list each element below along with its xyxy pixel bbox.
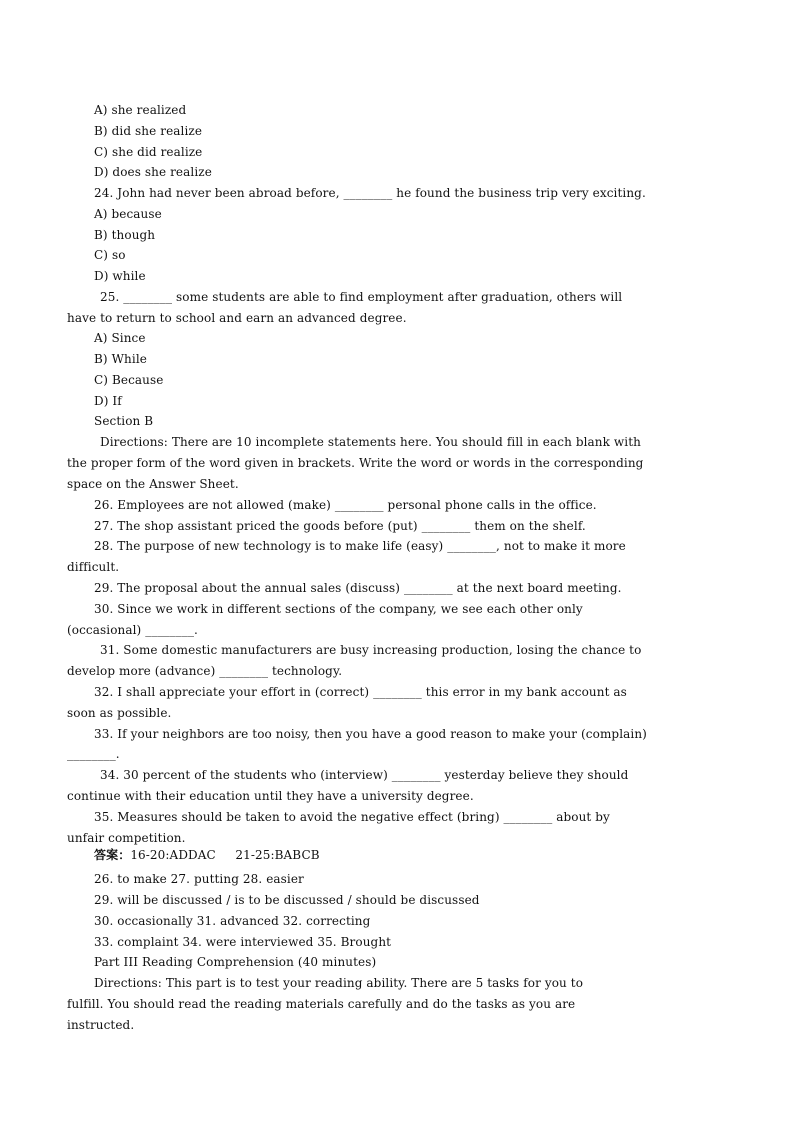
question-30-cont: (occasional) ________.: [67, 623, 198, 637]
question-31-cont: develop more (advance) ________ technology.: [67, 664, 343, 678]
question-33: 33. If your neighbors are too noisy, then you have a good reason to make your (complain): [94, 727, 647, 741]
answers-29: 29. will be discussed / is to be discussed / should be discussed: [94, 893, 480, 907]
option-25a: A) Since: [94, 331, 146, 345]
question-32: 32. I shall appreciate your effort in (correct) ________ this error in my bank account as: [94, 685, 627, 699]
question-31: 31. Some domestic manufacturers are busy increasing production, losing the chance to: [100, 643, 642, 657]
option-24d: D) while: [94, 269, 146, 283]
option-24a: A) because: [94, 207, 162, 221]
question-27: 27. The shop assistant priced the goods before (put) ________ them on the shelf.: [94, 519, 586, 533]
question-28: 28. The purpose of new technology is to make life (easy) ________, not to make it more: [94, 539, 626, 553]
option-25c: C) Because: [94, 373, 164, 387]
part-directions-cont: fulfill. You should read the reading materials carefully and do the tasks as you are: [67, 997, 576, 1011]
question-35: 35. Measures should be taken to avoid the negative effect (bring) ________ about by: [94, 810, 610, 824]
part-directions: Directions: This part is to test your reading ability. There are 5 tasks for you to: [94, 976, 584, 990]
directions-cont: space on the Answer Sheet.: [67, 477, 239, 491]
answer-key-row: [94, 848, 320, 862]
answers-33-35: 33. complaint 34. were interviewed 35. Brought: [94, 935, 392, 949]
directions: Directions: There are 10 incomplete statements here. You should fill in each blank with: [100, 435, 641, 449]
option-24b: B) though: [94, 228, 156, 242]
directions-cont: the proper form of the word given in brackets. Write the word or words in the corresponding: [67, 456, 644, 470]
answer-label: 答案：: [94, 848, 131, 862]
part-directions-cont: instructed.: [67, 1018, 135, 1032]
question-28-cont: difficult.: [67, 560, 120, 574]
option-24c: C) so: [94, 248, 126, 262]
question-33-cont: ________.: [67, 747, 120, 761]
question-25-cont: have to return to school and earn an advanced degree.: [67, 311, 407, 325]
option-23d: D) does she realize: [94, 165, 212, 179]
answers-26-28: 26. to make 27. putting 28. easier: [94, 872, 304, 886]
option-25d: D) If: [94, 394, 122, 408]
question-24: 24. John had never been abroad before, ________ he found the business trip very exciting.: [94, 186, 646, 200]
question-34: 34. 30 percent of the students who (interview) ________ yesterday believe they should: [100, 768, 629, 782]
question-26: 26. Employees are not allowed (make) ________ personal phone calls in the office.: [94, 498, 597, 512]
answer-key-16-25: 16-20:ADDAC 21-25:BABCB: [130, 848, 320, 862]
question-32-cont: soon as possible.: [67, 706, 172, 720]
option-23c: C) she did realize: [94, 145, 203, 159]
question-34-cont: continue with their education until they have a university degree.: [67, 789, 474, 803]
section-heading: Section B: [94, 414, 154, 428]
answers-30-32: 30. occasionally 31. advanced 32. correcting: [94, 914, 371, 928]
question-25: 25. ________ some students are able to find employment after graduation, others will: [100, 290, 623, 304]
option-25b: B) While: [94, 352, 147, 366]
option-23a: A) she realized: [94, 103, 187, 117]
question-30: 30. Since we work in different sections of the company, we see each other only: [94, 602, 583, 616]
option-23b: B) did she realize: [94, 124, 203, 138]
part-heading: Part III Reading Comprehension (40 minutes): [94, 955, 377, 969]
question-35-cont: unfair competition.: [67, 831, 186, 845]
question-29: 29. The proposal about the annual sales (discuss) ________ at the next board meeting.: [94, 581, 622, 595]
